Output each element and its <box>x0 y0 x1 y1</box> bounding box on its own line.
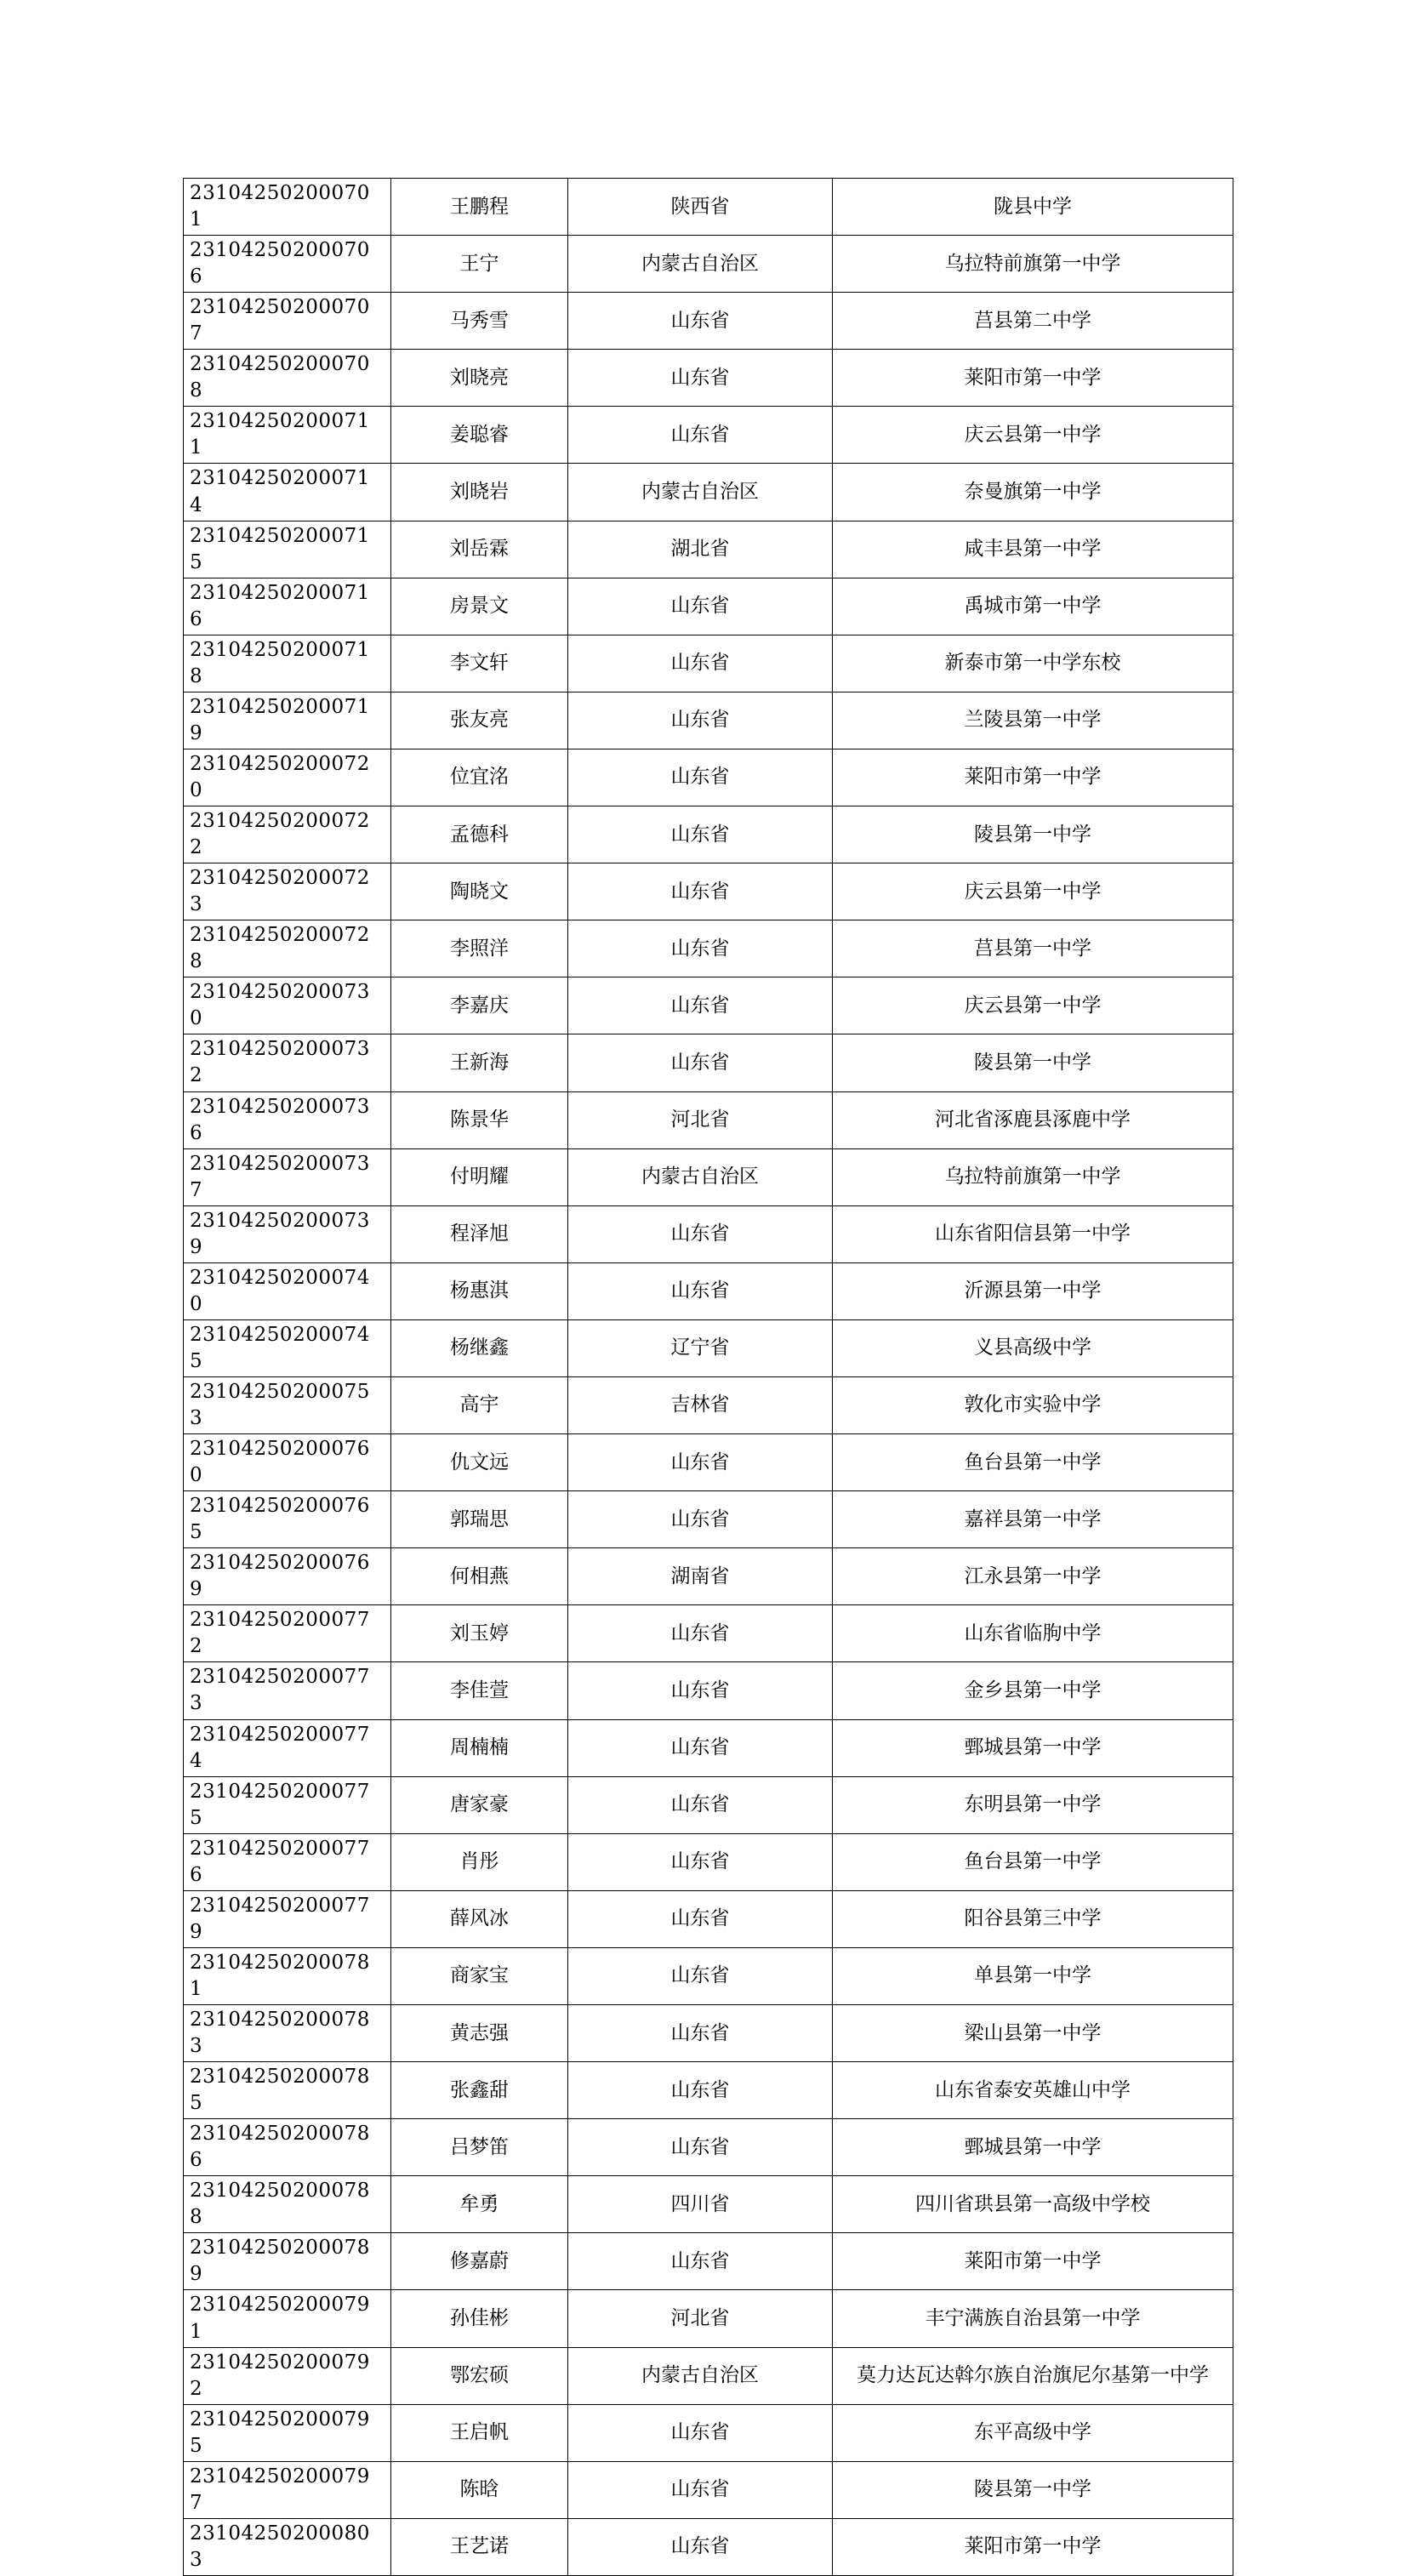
name-cell: 唐家豪 <box>391 1776 568 1833</box>
exam-id-cell: 231042502000739 <box>184 1205 391 1262</box>
school-cell: 庆云县第一中学 <box>833 977 1233 1034</box>
exam-id-cell: 231042502000722 <box>184 806 391 863</box>
table-row <box>184 1605 1233 1662</box>
school-cell: 新泰市第一中学东校 <box>833 635 1233 692</box>
table-row <box>184 635 1233 692</box>
province-cell: 山东省 <box>568 1833 833 1890</box>
exam-id-cell: 231042502000732 <box>184 1034 391 1091</box>
name-cell: 刘晓亮 <box>391 350 568 407</box>
exam-id-cell: 231042502000720 <box>184 749 391 806</box>
table-row <box>184 1491 1233 1548</box>
name-cell: 王艺诺 <box>391 2518 568 2575</box>
table-row <box>184 1205 1233 1262</box>
name-cell: 陈景华 <box>391 1091 568 1148</box>
table-row <box>184 692 1233 749</box>
name-cell: 刘玉婷 <box>391 1605 568 1662</box>
name-cell: 刘晓岩 <box>391 464 568 521</box>
table-row <box>184 293 1233 350</box>
school-cell: 山东省阳信县第一中学 <box>833 1205 1233 1262</box>
exam-id-cell: 231042502000791 <box>184 2290 391 2347</box>
table-row <box>184 2404 1233 2461</box>
exam-id-cell: 231042502000753 <box>184 1376 391 1433</box>
exam-id-cell: 231042502000773 <box>184 1662 391 1719</box>
school-cell: 鄄城县第一中学 <box>833 1719 1233 1776</box>
province-cell: 内蒙古自治区 <box>568 464 833 521</box>
name-cell: 房景文 <box>391 578 568 635</box>
exam-id-cell: 231042502000765 <box>184 1491 391 1548</box>
table-row <box>184 1434 1233 1491</box>
name-cell: 马秀雪 <box>391 293 568 350</box>
exam-id-cell: 231042502000797 <box>184 2461 391 2518</box>
name-cell: 刘岳霖 <box>391 521 568 578</box>
province-cell: 湖南省 <box>568 1548 833 1605</box>
province-cell: 内蒙古自治区 <box>568 236 833 293</box>
province-cell: 吉林省 <box>568 1376 833 1433</box>
table-row <box>184 1548 1233 1605</box>
table-row <box>184 1376 1233 1433</box>
province-cell: 山东省 <box>568 1262 833 1319</box>
school-cell: 禹城市第一中学 <box>833 578 1233 635</box>
province-cell: 辽宁省 <box>568 1319 833 1376</box>
table-row <box>184 920 1233 977</box>
province-cell: 山东省 <box>568 1890 833 1947</box>
province-cell: 山东省 <box>568 1434 833 1491</box>
school-cell: 陇县中学 <box>833 179 1233 236</box>
province-cell: 四川省 <box>568 2176 833 2233</box>
name-cell: 张鑫甜 <box>391 2062 568 2119</box>
name-cell: 牟勇 <box>391 2176 568 2233</box>
school-cell: 四川省珙县第一高级中学校 <box>833 2176 1233 2233</box>
exam-id-cell: 231042502000701 <box>184 179 391 236</box>
name-cell: 陈晗 <box>391 2461 568 2518</box>
name-cell: 杨继鑫 <box>391 1319 568 1376</box>
province-cell: 山东省 <box>568 1776 833 1833</box>
table-row <box>184 236 1233 293</box>
school-cell: 庆云县第一中学 <box>833 863 1233 920</box>
school-cell: 陵县第一中学 <box>833 2461 1233 2518</box>
school-cell: 莱阳市第一中学 <box>833 350 1233 407</box>
name-cell: 李照洋 <box>391 920 568 977</box>
school-cell: 莫力达瓦达斡尔族自治旗尼尔基第一中学 <box>833 2347 1233 2404</box>
name-cell: 李佳萱 <box>391 1662 568 1719</box>
table-row <box>184 2119 1233 2176</box>
province-cell: 山东省 <box>568 578 833 635</box>
table-row <box>184 350 1233 407</box>
province-cell: 山东省 <box>568 1947 833 2004</box>
exam-id-cell: 231042502000740 <box>184 1262 391 1319</box>
exam-id-cell: 231042502000786 <box>184 2119 391 2176</box>
table-row <box>184 2290 1233 2347</box>
province-cell: 山东省 <box>568 2233 833 2290</box>
name-cell: 王新海 <box>391 1034 568 1091</box>
table-row <box>184 1319 1233 1376</box>
school-cell: 阳谷县第三中学 <box>833 1890 1233 1947</box>
exam-id-cell: 231042502000779 <box>184 1890 391 1947</box>
table-row <box>184 1148 1233 1205</box>
province-cell: 山东省 <box>568 2404 833 2461</box>
name-cell: 位宜洺 <box>391 749 568 806</box>
name-cell: 陶晓文 <box>391 863 568 920</box>
table-row <box>184 2518 1233 2575</box>
school-cell: 莱阳市第一中学 <box>833 2518 1233 2575</box>
school-cell: 庆云县第一中学 <box>833 407 1233 464</box>
province-cell: 山东省 <box>568 1719 833 1776</box>
name-cell: 王启帆 <box>391 2404 568 2461</box>
province-cell: 山东省 <box>568 350 833 407</box>
name-cell: 李文轩 <box>391 635 568 692</box>
name-cell: 薛风冰 <box>391 1890 568 1947</box>
province-cell: 山东省 <box>568 1491 833 1548</box>
province-cell: 山东省 <box>568 2119 833 2176</box>
exam-id-cell: 231042502000781 <box>184 1947 391 2004</box>
school-cell: 山东省泰安英雄山中学 <box>833 2062 1233 2119</box>
table-row <box>184 1890 1233 1947</box>
exam-id-cell: 231042502000789 <box>184 2233 391 2290</box>
province-cell: 山东省 <box>568 1034 833 1091</box>
school-cell: 莱阳市第一中学 <box>833 749 1233 806</box>
exam-id-cell: 231042502000728 <box>184 920 391 977</box>
exam-id-cell: 231042502000772 <box>184 1605 391 1662</box>
table-row <box>184 2005 1233 2062</box>
exam-id-cell: 231042502000737 <box>184 1148 391 1205</box>
name-cell: 张友亮 <box>391 692 568 749</box>
table-row <box>184 863 1233 920</box>
student-roster-table <box>183 178 1233 2576</box>
province-cell: 内蒙古自治区 <box>568 1148 833 1205</box>
name-cell: 李嘉庆 <box>391 977 568 1034</box>
province-cell: 山东省 <box>568 749 833 806</box>
name-cell: 付明耀 <box>391 1148 568 1205</box>
table-row <box>184 2461 1233 2518</box>
name-cell: 何相燕 <box>391 1548 568 1605</box>
province-cell: 山东省 <box>568 1205 833 1262</box>
name-cell: 王鹏程 <box>391 179 568 236</box>
province-cell: 山东省 <box>568 1662 833 1719</box>
school-cell: 鱼台县第一中学 <box>833 1434 1233 1491</box>
table-row <box>184 806 1233 863</box>
exam-id-cell: 231042502000792 <box>184 2347 391 2404</box>
province-cell: 山东省 <box>568 2005 833 2062</box>
province-cell: 湖北省 <box>568 521 833 578</box>
province-cell: 内蒙古自治区 <box>568 2347 833 2404</box>
exam-id-cell: 231042502000775 <box>184 1776 391 1833</box>
name-cell: 王宁 <box>391 236 568 293</box>
table-row <box>184 749 1233 806</box>
exam-id-cell: 231042502000760 <box>184 1434 391 1491</box>
table-row <box>184 1262 1233 1319</box>
exam-id-cell: 231042502000707 <box>184 293 391 350</box>
table-row <box>184 1947 1233 2004</box>
province-cell: 山东省 <box>568 2461 833 2518</box>
exam-id-cell: 231042502000719 <box>184 692 391 749</box>
exam-id-cell: 231042502000736 <box>184 1091 391 1148</box>
school-cell: 梁山县第一中学 <box>833 2005 1233 2062</box>
province-cell: 山东省 <box>568 977 833 1034</box>
table-row <box>184 407 1233 464</box>
province-cell: 山东省 <box>568 293 833 350</box>
name-cell: 修嘉蔚 <box>391 2233 568 2290</box>
province-cell: 河北省 <box>568 1091 833 1148</box>
school-cell: 奈曼旗第一中学 <box>833 464 1233 521</box>
table-row <box>184 1719 1233 1776</box>
exam-id-cell: 231042502000769 <box>184 1548 391 1605</box>
exam-id-cell: 231042502000706 <box>184 236 391 293</box>
name-cell: 周楠楠 <box>391 1719 568 1776</box>
exam-id-cell: 231042502000718 <box>184 635 391 692</box>
table-row <box>184 1833 1233 1890</box>
name-cell: 孙佳彬 <box>391 2290 568 2347</box>
province-cell: 山东省 <box>568 920 833 977</box>
school-cell: 兰陵县第一中学 <box>833 692 1233 749</box>
table-row <box>184 1034 1233 1091</box>
exam-id-cell: 231042502000795 <box>184 2404 391 2461</box>
school-cell: 东明县第一中学 <box>833 1776 1233 1833</box>
school-cell: 陵县第一中学 <box>833 806 1233 863</box>
school-cell: 单县第一中学 <box>833 1947 1233 2004</box>
exam-id-cell: 231042502000745 <box>184 1319 391 1376</box>
table-row <box>184 2176 1233 2233</box>
exam-id-cell: 231042502000803 <box>184 2518 391 2575</box>
exam-id-cell: 231042502000714 <box>184 464 391 521</box>
school-cell: 鱼台县第一中学 <box>833 1833 1233 1890</box>
province-cell: 陕西省 <box>568 179 833 236</box>
school-cell: 山东省临朐中学 <box>833 1605 1233 1662</box>
school-cell: 嘉祥县第一中学 <box>833 1491 1233 1548</box>
province-cell: 山东省 <box>568 863 833 920</box>
exam-id-cell: 231042502000783 <box>184 2005 391 2062</box>
school-cell: 敦化市实验中学 <box>833 1376 1233 1433</box>
name-cell: 肖彤 <box>391 1833 568 1890</box>
name-cell: 黄志强 <box>391 2005 568 2062</box>
province-cell: 山东省 <box>568 1605 833 1662</box>
school-cell: 鄄城县第一中学 <box>833 2119 1233 2176</box>
exam-id-cell: 231042502000716 <box>184 578 391 635</box>
exam-id-cell: 231042502000774 <box>184 1719 391 1776</box>
province-cell: 河北省 <box>568 2290 833 2347</box>
table-row <box>184 578 1233 635</box>
school-cell: 义县高级中学 <box>833 1319 1233 1376</box>
table-row <box>184 977 1233 1034</box>
province-cell: 山东省 <box>568 407 833 464</box>
table-row <box>184 1776 1233 1833</box>
school-cell: 莒县第一中学 <box>833 920 1233 977</box>
table-row <box>184 521 1233 578</box>
table-row <box>184 2347 1233 2404</box>
name-cell: 吕梦笛 <box>391 2119 568 2176</box>
school-cell: 乌拉特前旗第一中学 <box>833 236 1233 293</box>
exam-id-cell: 231042502000711 <box>184 407 391 464</box>
exam-id-cell: 231042502000776 <box>184 1833 391 1890</box>
name-cell: 孟德科 <box>391 806 568 863</box>
province-cell: 山东省 <box>568 692 833 749</box>
exam-id-cell: 231042502000723 <box>184 863 391 920</box>
table-row <box>184 2233 1233 2290</box>
table-row <box>184 179 1233 236</box>
name-cell: 高宇 <box>391 1376 568 1433</box>
school-cell: 沂源县第一中学 <box>833 1262 1233 1319</box>
school-cell: 莒县第二中学 <box>833 293 1233 350</box>
exam-id-cell: 231042502000708 <box>184 350 391 407</box>
table-row <box>184 464 1233 521</box>
name-cell: 程泽旭 <box>391 1205 568 1262</box>
table-row <box>184 2062 1233 2119</box>
exam-id-cell: 231042502000785 <box>184 2062 391 2119</box>
school-cell: 东平高级中学 <box>833 2404 1233 2461</box>
school-cell: 江永县第一中学 <box>833 1548 1233 1605</box>
exam-id-cell: 231042502000715 <box>184 521 391 578</box>
school-cell: 咸丰县第一中学 <box>833 521 1233 578</box>
province-cell: 山东省 <box>568 2062 833 2119</box>
table-row <box>184 1091 1233 1148</box>
exam-id-cell: 231042502000788 <box>184 2176 391 2233</box>
name-cell: 杨惠淇 <box>391 1262 568 1319</box>
table-row <box>184 1662 1233 1719</box>
name-cell: 鄂宏硕 <box>391 2347 568 2404</box>
exam-id-cell: 231042502000730 <box>184 977 391 1034</box>
name-cell: 姜聪睿 <box>391 407 568 464</box>
name-cell: 商家宝 <box>391 1947 568 2004</box>
school-cell: 河北省涿鹿县涿鹿中学 <box>833 1091 1233 1148</box>
province-cell: 山东省 <box>568 635 833 692</box>
school-cell: 陵县第一中学 <box>833 1034 1233 1091</box>
school-cell: 乌拉特前旗第一中学 <box>833 1148 1233 1205</box>
province-cell: 山东省 <box>568 2518 833 2575</box>
name-cell: 仇文远 <box>391 1434 568 1491</box>
school-cell: 丰宁满族自治县第一中学 <box>833 2290 1233 2347</box>
school-cell: 金乡县第一中学 <box>833 1662 1233 1719</box>
school-cell: 莱阳市第一中学 <box>833 2233 1233 2290</box>
province-cell: 山东省 <box>568 806 833 863</box>
name-cell: 郭瑞思 <box>391 1491 568 1548</box>
